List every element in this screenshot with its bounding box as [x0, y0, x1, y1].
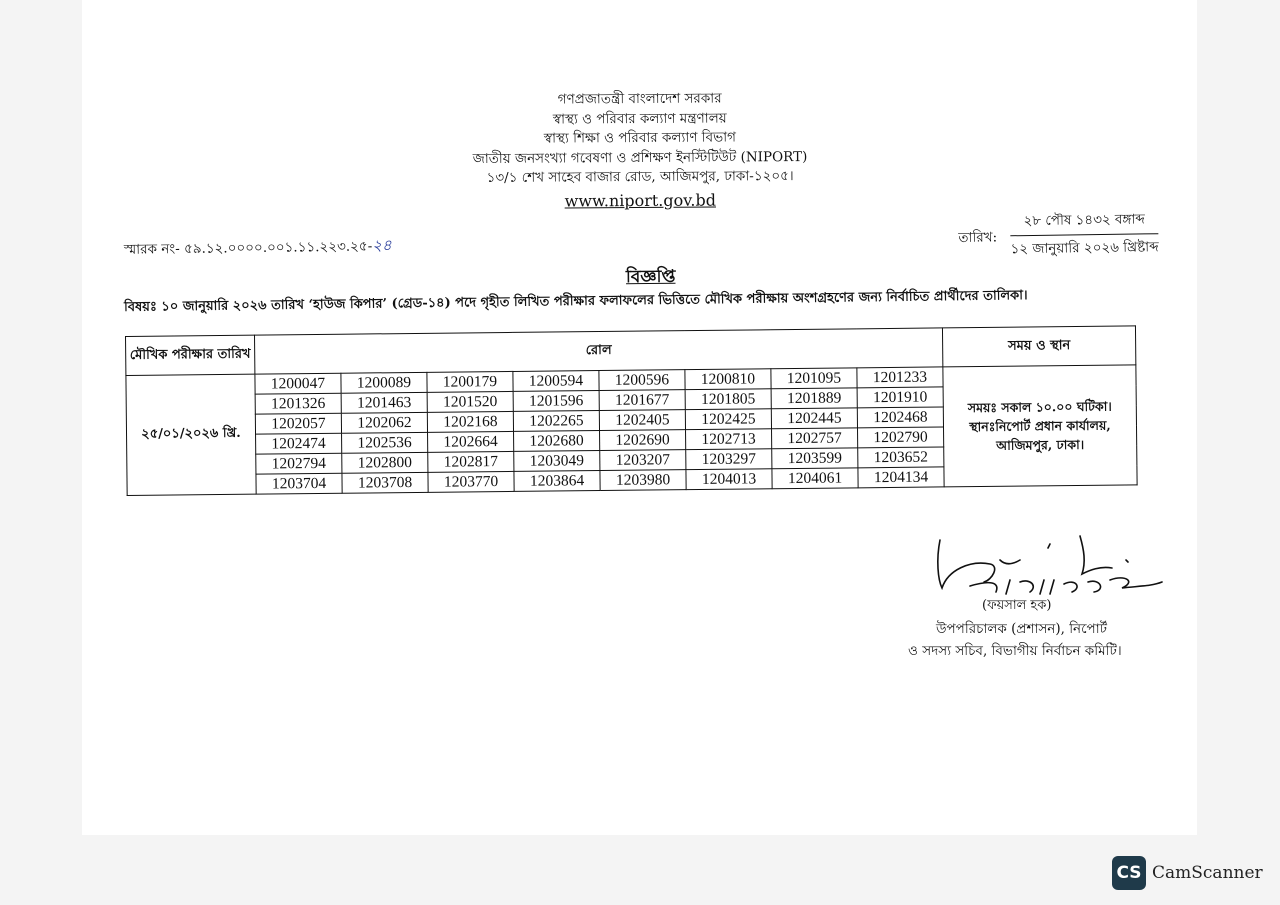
roll-number-cell: 1202445 [771, 408, 857, 429]
camscanner-logo-icon: CS [1112, 856, 1146, 890]
roll-number-cell: 1203770 [428, 471, 514, 492]
exam-venue-line: আজিমপুর, ঢাকা। [996, 436, 1085, 453]
memo-number-printed: স্মারক নং- ৫৯.১২.০০০০.০০১.১১.২২৩.২৫- [123, 238, 373, 258]
roll-number-cell: 1203049 [514, 451, 600, 472]
roll-number-cell: 1202817 [428, 451, 514, 472]
signatory-designation: উপপরিচালক (প্রশাসন), নিপোর্ট [936, 621, 1107, 637]
date-label: তারিখ: [958, 229, 998, 246]
memo-number-handwritten: ২৪ [372, 236, 392, 255]
roll-number-cell: 1203599 [772, 448, 858, 469]
roll-number-cell: 1204134 [858, 467, 944, 488]
notice-title: বিজ্ঞপ্তি [625, 266, 676, 288]
camscanner-watermark [1112, 856, 1263, 890]
roll-table-body [126, 365, 1137, 496]
roll-number-cell: 1204013 [686, 469, 772, 490]
results-table-wrapper [125, 325, 1138, 496]
roll-number-cell: 1201805 [685, 389, 771, 410]
roll-number-cell: 1203708 [342, 472, 428, 493]
roll-number-cell: 1202265 [513, 411, 599, 432]
camscanner-text: CamScanner [1152, 863, 1263, 883]
roll-number-cell: 1200594 [513, 371, 599, 392]
website-link[interactable]: www.niport.gov.bd [564, 190, 717, 210]
roll-number-cell: 1203704 [256, 473, 342, 494]
roll-number-cell: 1202664 [428, 431, 514, 452]
roll-number-cell: 1200179 [427, 371, 513, 392]
roll-number-cell: 1202405 [599, 410, 685, 431]
subject-line: বিষয়ঃ ১০ জানুয়ারি ২০২৬ তারিখ ‘হাউজ কিপার’ (গ্রেড-১৪) পদে গৃহীত লিখিত পরীক্ষার ফলাফলের ভিত্তিতে মৌখিক পরীক্ষায় অংশগ্রহণের জন্য নির্বাচিত প্রার্থীদের তালিকা। [124, 288, 1028, 315]
roll-number-cell: 1201463 [341, 392, 427, 413]
results-table [125, 325, 1138, 496]
roll-number-cell: 1202468 [857, 407, 943, 428]
roll-number-cell: 1203297 [686, 449, 772, 470]
date-fraction [1010, 208, 1159, 261]
letterhead-line-division: স্বাস্থ্য শিক্ষা ও পরিবার কল্যাণ বিভাগ [543, 129, 736, 147]
letterhead-line-institute: জাতীয় জনসংখ্যা গবেষণা ও প্রশিক্ষণ ইনস্টিটিউট (NIPORT) [472, 148, 808, 167]
letterhead-line-address: ১৩/১ শেখ সাহেব বাজার রোড, আজিমপুর, ঢাকা-১২০৫। [486, 168, 794, 186]
roll-number-cell: 1202425 [685, 409, 771, 430]
roll-number-cell: 1202168 [427, 411, 513, 432]
time-place-cell [943, 365, 1137, 487]
roll-number-cell: 1203864 [514, 471, 600, 492]
roll-number-cell: 1201596 [513, 391, 599, 412]
signature-block [900, 530, 1170, 660]
roll-number-cell: 1200047 [255, 373, 341, 394]
roll-number-cell: 1200089 [341, 372, 427, 393]
exam-date-cell: ২৫/০১/২০২৬ খ্রি. [126, 374, 256, 495]
roll-number-cell: 1202057 [255, 413, 341, 434]
bangla-date: ২৮ পৌষ ১৪৩২ বঙ্গাব্দ [1010, 208, 1158, 236]
letterhead [440, 89, 841, 213]
roll-number-cell: 1201677 [599, 390, 685, 411]
roll-number-cell: 1202757 [772, 428, 858, 449]
roll-number-cell: 1202790 [858, 427, 944, 448]
roll-number-cell: 1200596 [599, 370, 685, 391]
signatory-name: (ফয়সাল হক) [982, 598, 1052, 613]
roll-number-cell: 1201326 [255, 393, 341, 414]
roll-number-cell: 1203207 [600, 450, 686, 471]
roll-number-cell: 1203652 [858, 447, 944, 468]
roll-number-cell: 1202680 [514, 431, 600, 452]
roll-number-cell: 1203980 [600, 470, 686, 491]
roll-number-cell: 1200810 [685, 369, 771, 390]
roll-number-cell: 1201889 [771, 388, 857, 409]
roll-number-cell: 1202794 [256, 453, 342, 474]
exam-time: সময়ঃ সকাল ১০.০০ ঘটিকা। [967, 398, 1112, 416]
roll-number-cell: 1202690 [600, 430, 686, 451]
memo-number [124, 234, 392, 263]
english-date: ১২ জানুয়ারি ২০২৬ খ্রিষ্টাব্দ [1010, 239, 1159, 258]
roll-number-cell: 1202474 [256, 433, 342, 454]
roll-number-cell: 1202062 [341, 412, 427, 433]
exam-venue-line: স্থানঃনিপোর্ট প্রধান কার্যালয়, [969, 417, 1111, 435]
signature-icon [930, 530, 1170, 600]
roll-number-cell: 1201095 [771, 368, 857, 389]
header-exam-date: মৌখিক পরীক্ষার তারিখ [126, 335, 255, 375]
roll-number-cell: 1201233 [857, 367, 943, 388]
header-roll: রোল [254, 328, 942, 374]
roll-number-cell: 1201520 [427, 391, 513, 412]
roll-number-cell: 1202800 [342, 452, 428, 473]
letterhead-line-ministry: স্বাস্থ্য ও পরিবার কল্যাণ মন্ত্রণালয় [552, 109, 727, 128]
roll-number-cell: 1201910 [857, 387, 943, 408]
letterhead-line-government: গণপ্রজাতন্ত্রী বাংলাদেশ সরকার [557, 90, 722, 108]
roll-number-cell: 1202713 [686, 429, 772, 450]
header-time-place: সময় ও স্থান [942, 326, 1135, 367]
roll-number-cell: 1204061 [772, 468, 858, 489]
signatory-committee-role: ও সদস্য সচিব, বিভাগীয় নির্বাচন কমিটি। [908, 643, 1122, 659]
roll-number-cell: 1202536 [342, 432, 428, 453]
